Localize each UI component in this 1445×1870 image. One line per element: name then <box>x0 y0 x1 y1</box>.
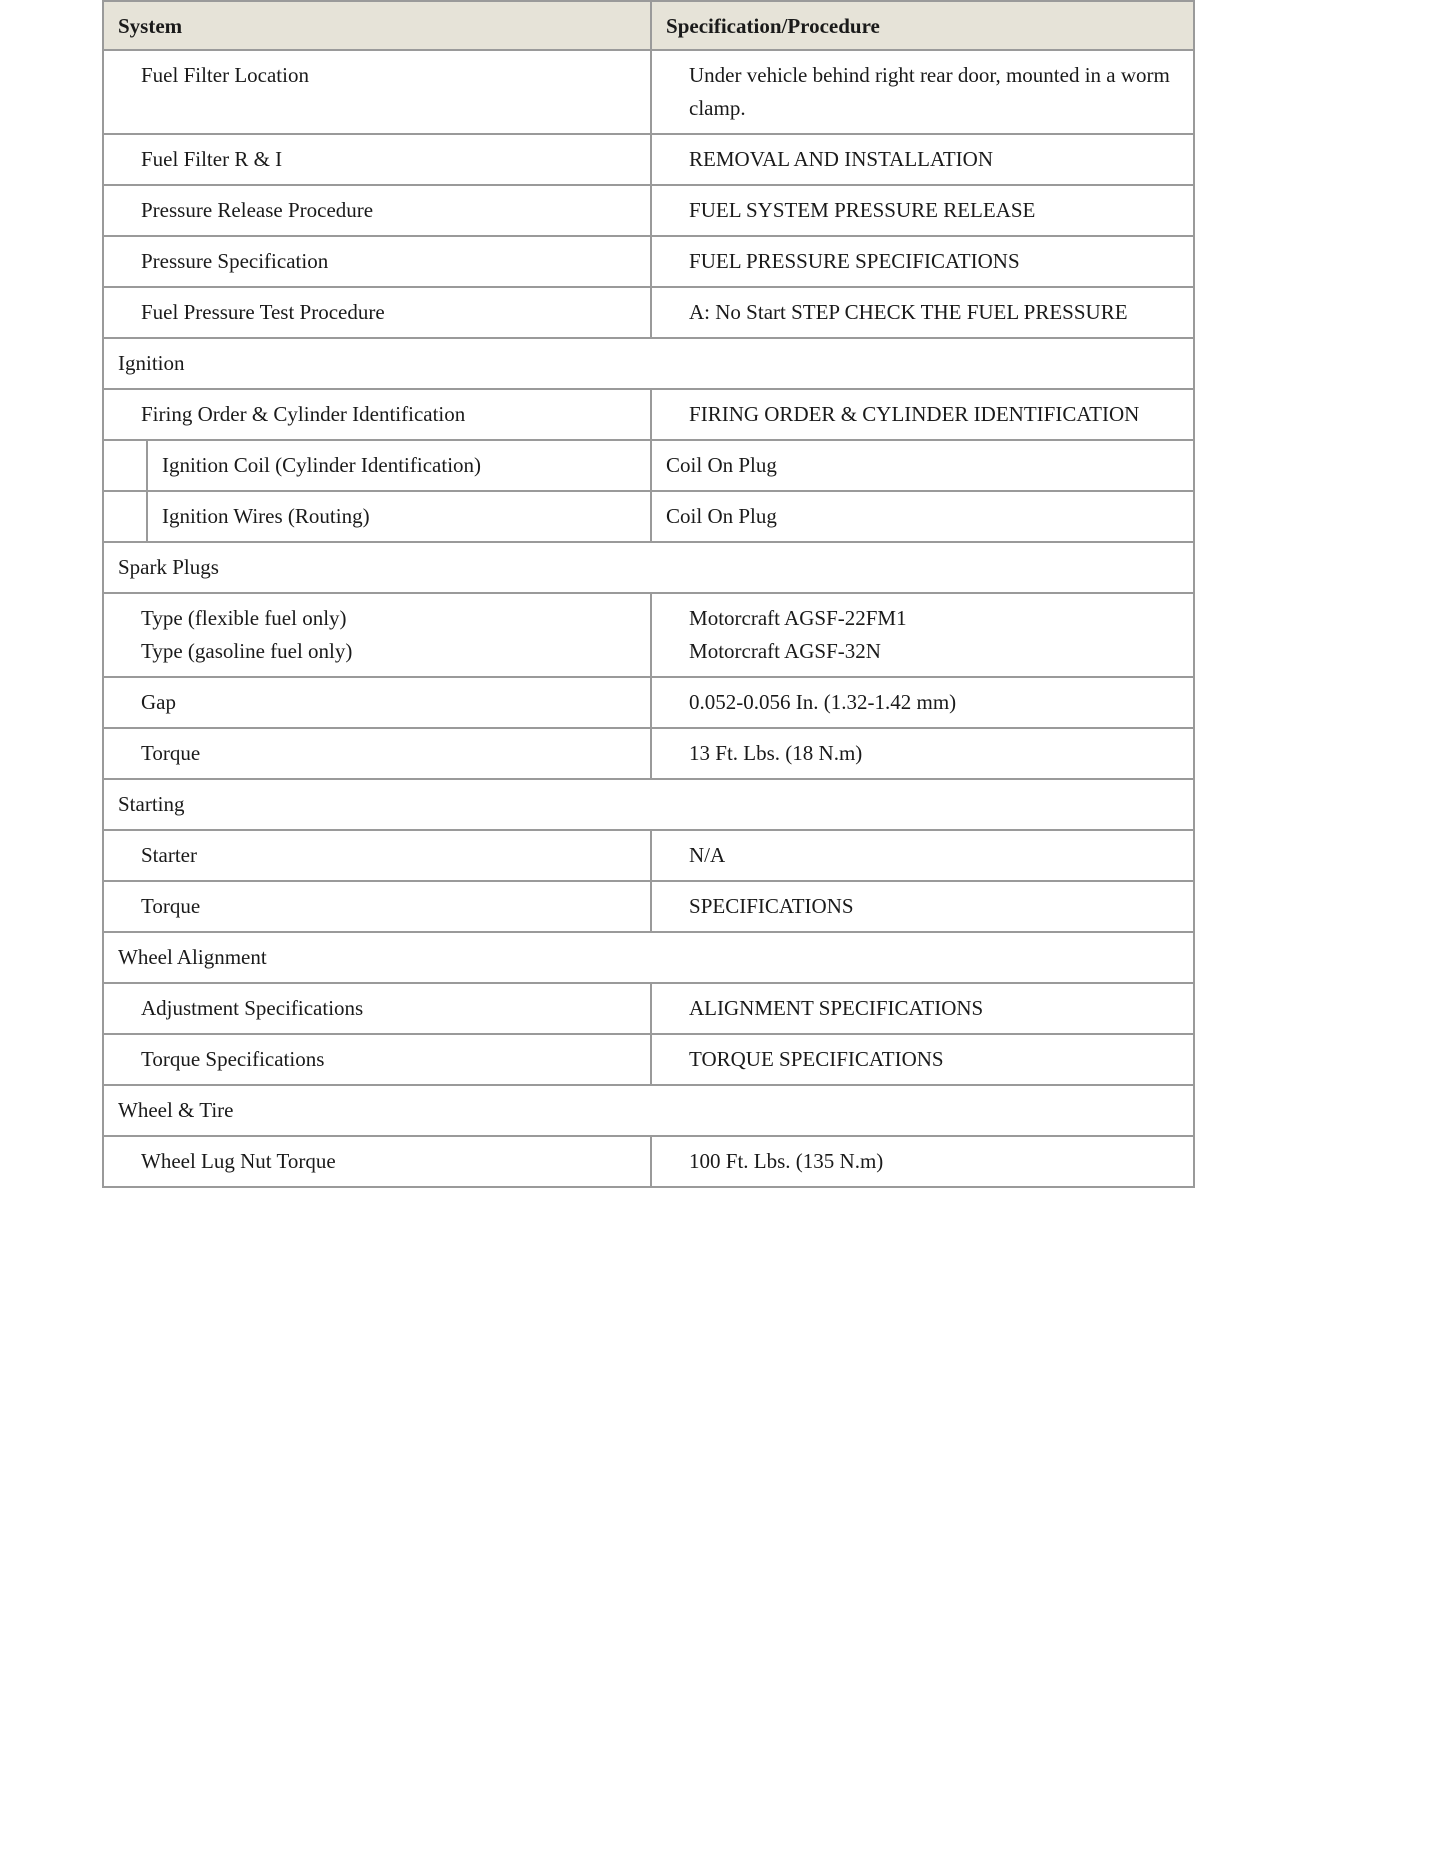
table-row <box>103 881 1194 932</box>
system-cell: Wheel Lug Nut Torque <box>103 1136 651 1187</box>
table-row <box>103 1034 1194 1085</box>
table-row <box>103 983 1194 1034</box>
section-row <box>103 542 1194 593</box>
table-header-row <box>103 1 1194 50</box>
table-row <box>103 728 1194 779</box>
table-row <box>103 134 1194 185</box>
system-cell: Adjustment Specifications <box>103 983 651 1034</box>
system-cell: Gap <box>103 677 651 728</box>
spec-cell: A: No Start STEP CHECK THE FUEL PRESSURE <box>651 287 1194 338</box>
spec-cell: FUEL PRESSURE SPECIFICATIONS <box>651 236 1194 287</box>
spec-line: Motorcraft AGSF-32N <box>689 639 881 663</box>
spec-cell: Coil On Plug <box>651 440 1194 491</box>
header-spec: Specification/Procedure <box>651 1 1194 50</box>
table-row <box>103 593 1194 677</box>
sub-row <box>103 491 1194 542</box>
table-row <box>103 830 1194 881</box>
system-line: Type (flexible fuel only) <box>141 606 347 630</box>
header-system: System <box>103 1 651 50</box>
table-row <box>103 50 1194 134</box>
section-heading: Wheel Alignment <box>103 932 1194 983</box>
system-cell: Ignition Coil (Cylinder Identification) <box>147 440 651 491</box>
system-cell: Torque Specifications <box>103 1034 651 1085</box>
spec-line: Motorcraft AGSF-22FM1 <box>689 606 907 630</box>
system-line: Type (gasoline fuel only) <box>141 639 353 663</box>
section-row <box>103 932 1194 983</box>
spec-cell: FIRING ORDER & CYLINDER IDENTIFICATION <box>651 389 1194 440</box>
spec-cell: 0.052-0.056 In. (1.32-1.42 mm) <box>651 677 1194 728</box>
section-heading: Wheel & Tire <box>103 1085 1194 1136</box>
spec-cell: 100 Ft. Lbs. (135 N.m) <box>651 1136 1194 1187</box>
spec-cell: FUEL SYSTEM PRESSURE RELEASE <box>651 185 1194 236</box>
system-cell: Firing Order & Cylinder Identification <box>103 389 651 440</box>
table-row <box>103 677 1194 728</box>
spec-cell: 13 Ft. Lbs. (18 N.m) <box>651 728 1194 779</box>
system-cell <box>103 593 651 677</box>
section-heading: Starting <box>103 779 1194 830</box>
indent-cell <box>103 440 147 491</box>
spec-cell <box>651 593 1194 677</box>
spec-cell: ALIGNMENT SPECIFICATIONS <box>651 983 1194 1034</box>
section-heading: Spark Plugs <box>103 542 1194 593</box>
system-cell: Fuel Pressure Test Procedure <box>103 287 651 338</box>
system-cell: Pressure Specification <box>103 236 651 287</box>
system-cell: Fuel Filter Location <box>103 50 651 134</box>
system-cell: Torque <box>103 728 651 779</box>
spec-cell: Under vehicle behind right rear door, mounted in a worm clamp. <box>651 50 1194 134</box>
table-row <box>103 236 1194 287</box>
table-row <box>103 185 1194 236</box>
indent-cell <box>103 491 147 542</box>
spec-cell: REMOVAL AND INSTALLATION <box>651 134 1194 185</box>
system-cell: Fuel Filter R & I <box>103 134 651 185</box>
section-row <box>103 779 1194 830</box>
spec-cell: Coil On Plug <box>651 491 1194 542</box>
spec-table <box>102 0 1195 1188</box>
spec-cell: N/A <box>651 830 1194 881</box>
spec-cell: TORQUE SPECIFICATIONS <box>651 1034 1194 1085</box>
system-cell: Pressure Release Procedure <box>103 185 651 236</box>
section-row <box>103 1085 1194 1136</box>
system-cell: Ignition Wires (Routing) <box>147 491 651 542</box>
table-body <box>103 50 1194 1187</box>
table-row <box>103 287 1194 338</box>
section-row <box>103 338 1194 389</box>
spec-cell: SPECIFICATIONS <box>651 881 1194 932</box>
section-heading: Ignition <box>103 338 1194 389</box>
table-row <box>103 1136 1194 1187</box>
sub-row <box>103 440 1194 491</box>
system-cell: Torque <box>103 881 651 932</box>
table-row <box>103 389 1194 440</box>
system-cell: Starter <box>103 830 651 881</box>
